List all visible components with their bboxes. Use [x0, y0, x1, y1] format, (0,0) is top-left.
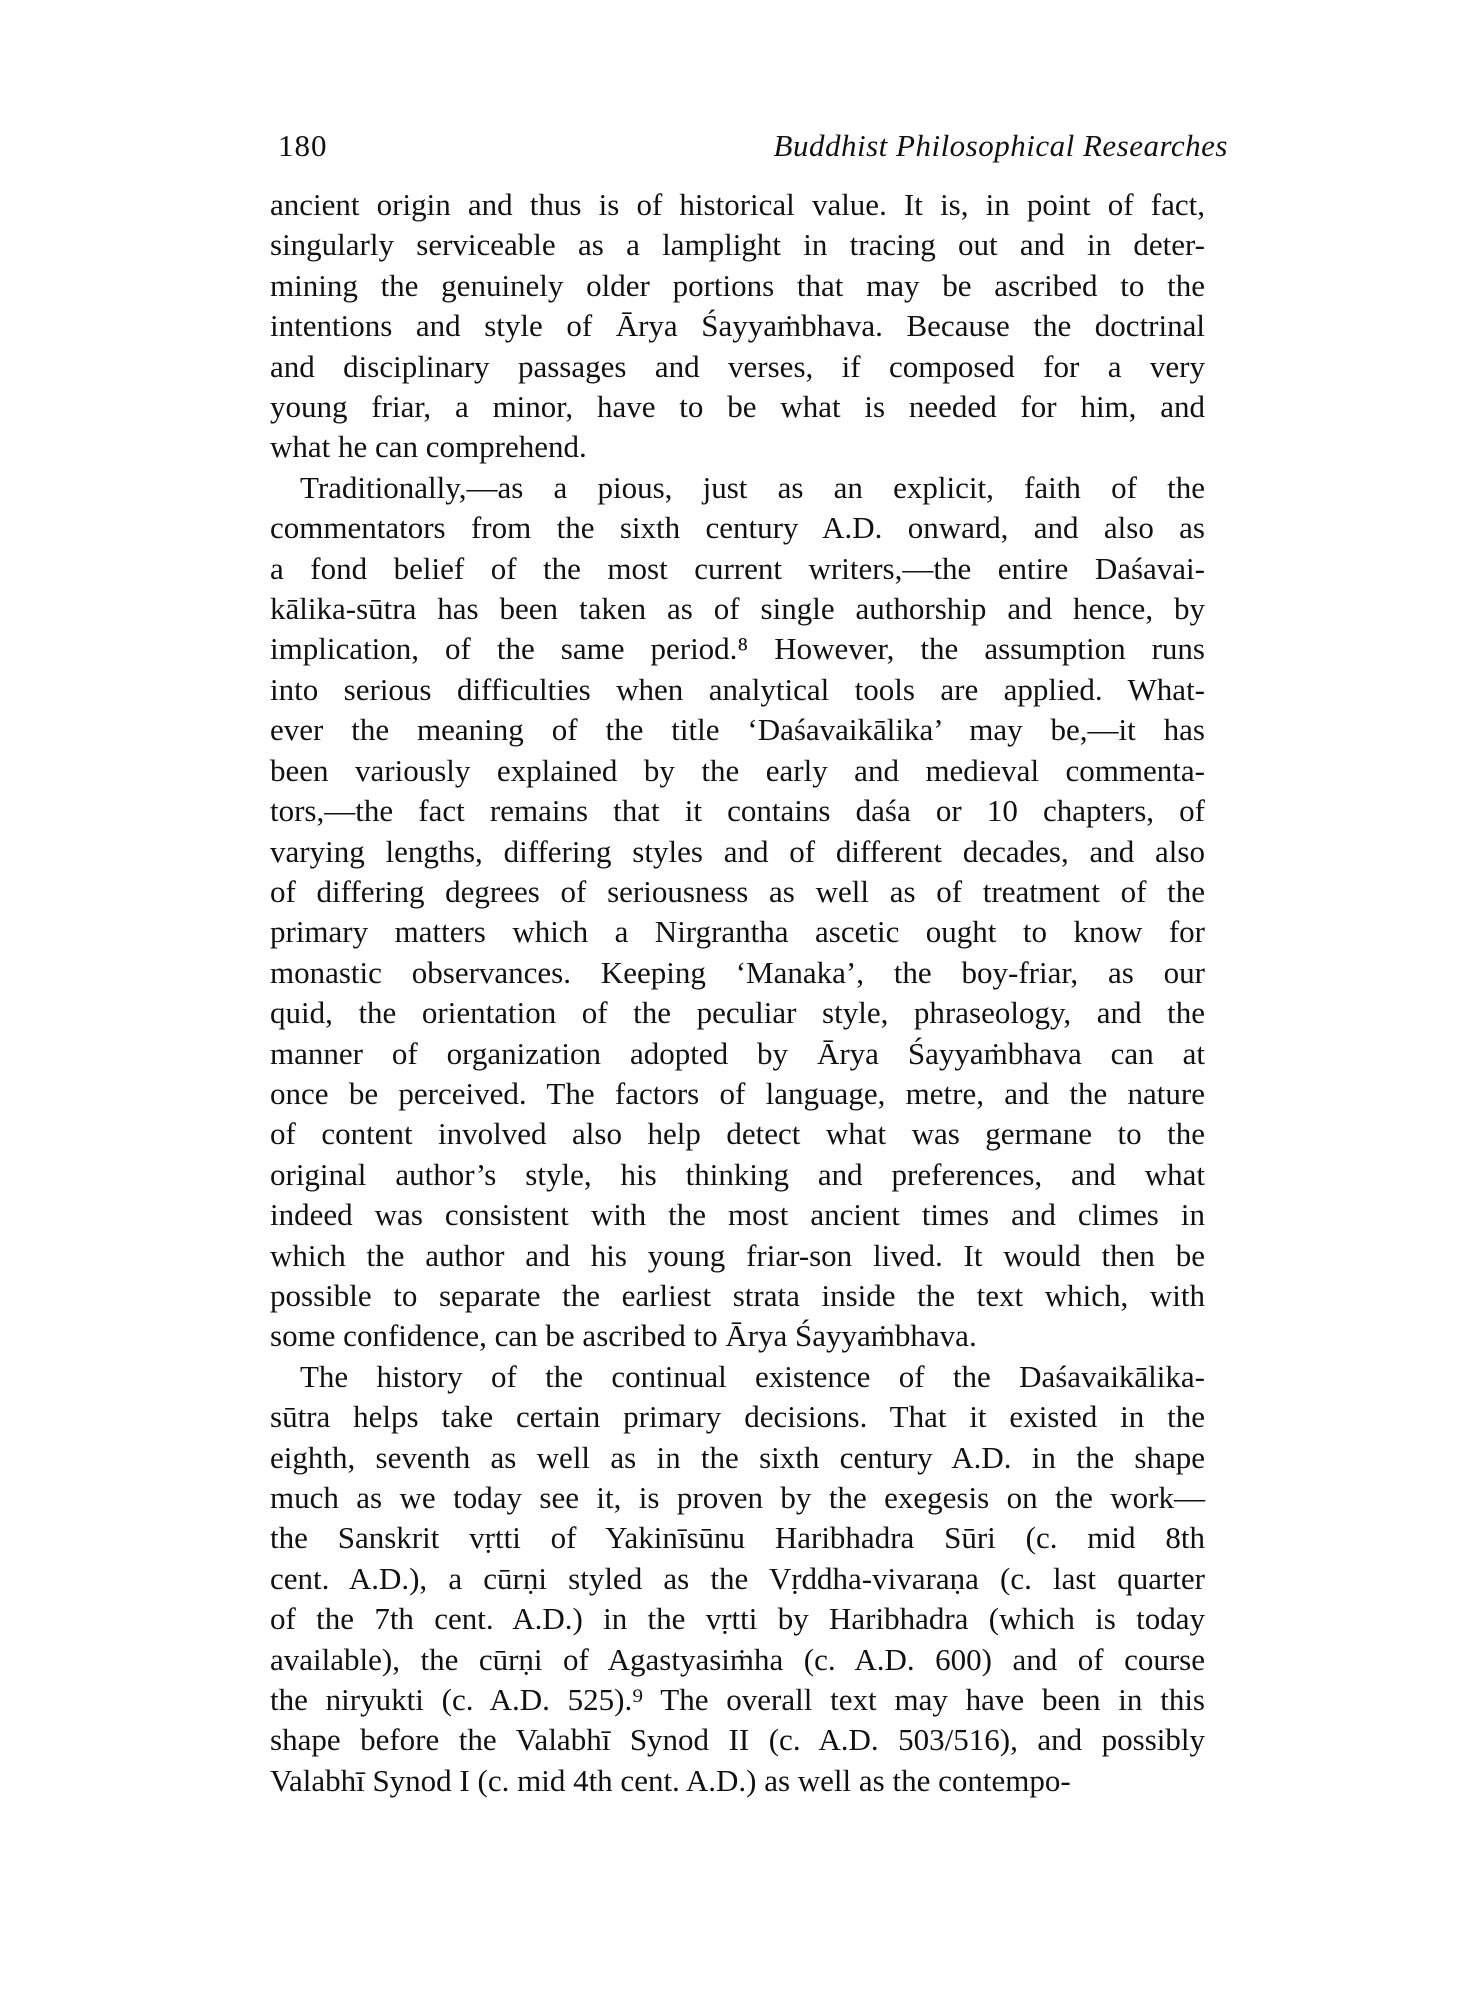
text-line: been variously explained by the early and medieval commenta-: [270, 752, 1205, 788]
paragraph-3: [270, 1357, 1205, 1801]
text-line: varying lengths, differing styles and of different decades, and also: [270, 833, 1205, 869]
text-line: young friar, a minor, have to be what is needed for him, and: [270, 389, 1205, 425]
text-line: and disciplinary passages and verses, if composed for a very: [270, 348, 1205, 384]
text-line: shape before the Valabhī Synod II (c. A.D. 503/516), and possibly: [270, 1722, 1205, 1758]
text-line: cent. A.D.), a cūrṇi styled as the Vṛddha-vivaraṇa (c. last quarter: [270, 1560, 1205, 1596]
text-line: intentions and style of Ārya Śayyaṁbhava. Because the doctrinal: [270, 308, 1205, 344]
text-line: tors,—the fact remains that it contains daśa or 10 chapters, of: [270, 793, 1205, 829]
text-line: Valabhī Synod I (c. mid 4th cent. A.D.) as well as the contempo-: [270, 1762, 1071, 1798]
paragraph-2: [270, 468, 1205, 1357]
text-line: much as we today see it, is proven by the exegesis on the work—: [270, 1480, 1205, 1515]
text-line: implication, of the same period.⁸ However, the assumption runs: [270, 631, 1205, 667]
text-line: manner of organization adopted by Ārya Śayyaṁbhava can at: [270, 1035, 1205, 1071]
text-line: available), the cūrṇi of Agastyasiṁha (c. A.D. 600) and of course: [270, 1641, 1205, 1677]
body-text: [270, 185, 1205, 1801]
text-line: of the 7th cent. A.D.) in the vṛtti by Haribhadra (which is today: [270, 1601, 1205, 1637]
text-line: kālika-sūtra has been taken as of single authorship and hence, by: [270, 591, 1205, 627]
text-line: sūtra helps take certain primary decisions. That it existed in the: [270, 1399, 1205, 1435]
page-number: 180: [278, 128, 328, 163]
page-header: [278, 128, 1228, 172]
text-line: into serious difficulties when analytical tools are applied. What-: [270, 671, 1205, 707]
text-line: what he can comprehend.: [270, 429, 587, 465]
text-line: commentators from the sixth century A.D. onward, and also as: [270, 510, 1205, 546]
text-line: The history of the continual existence of the Daśavaikālika-: [300, 1358, 1205, 1394]
running-head: Buddhist Philosophical Researches: [773, 128, 1228, 163]
text-line: ever the meaning of the title ‘Daśavaikālika’ may be,—it has: [270, 712, 1205, 748]
text-line: of content involved also help detect what was germane to the: [270, 1116, 1205, 1152]
text-line: mining the genuinely older portions that may be ascribed to the: [270, 267, 1205, 303]
text-line: of differing degrees of seriousness as well as of treatment of the: [270, 873, 1205, 909]
text-line: eighth, seventh as well as in the sixth century A.D. in the shape: [270, 1439, 1205, 1475]
text-line: ancient origin and thus is of historical value. It is, in point of fact,: [270, 187, 1205, 222]
text-line: a fond belief of the most current writers,—the entire Daśavai-: [270, 550, 1205, 586]
text-line: indeed was consistent with the most ancient times and climes in: [270, 1197, 1205, 1233]
text-line: some confidence, can be ascribed to Ārya Śayyaṁbhava.: [270, 1318, 977, 1354]
text-line: singularly serviceable as a lamplight in tracing out and in deter-: [270, 227, 1205, 263]
text-line: quid, the orientation of the peculiar style, phraseology, and the: [270, 995, 1205, 1031]
text-line: the niryukti (c. A.D. 525).⁹ The overall text may have been in this: [270, 1682, 1205, 1718]
text-line: Traditionally,—as a pious, just as an explicit, faith of the: [300, 469, 1205, 505]
text-line: monastic observances. Keeping ‘Manaka’, the boy-friar, as our: [270, 954, 1205, 990]
text-line: which the author and his young friar-son lived. It would then be: [270, 1237, 1205, 1273]
text-line: original author’s style, his thinking and preferences, and what: [270, 1156, 1205, 1192]
text-line: once be perceived. The factors of language, metre, and the nature: [270, 1075, 1205, 1111]
text-line: primary matters which a Nirgrantha ascetic ought to know for: [270, 914, 1205, 950]
paragraph-1: [270, 185, 1205, 468]
text-line: possible to separate the earliest strata inside the text which, with: [270, 1277, 1205, 1313]
text-line: the Sanskrit vṛtti of Yakinīsūnu Haribhadra Sūri (c. mid 8th: [270, 1520, 1205, 1556]
